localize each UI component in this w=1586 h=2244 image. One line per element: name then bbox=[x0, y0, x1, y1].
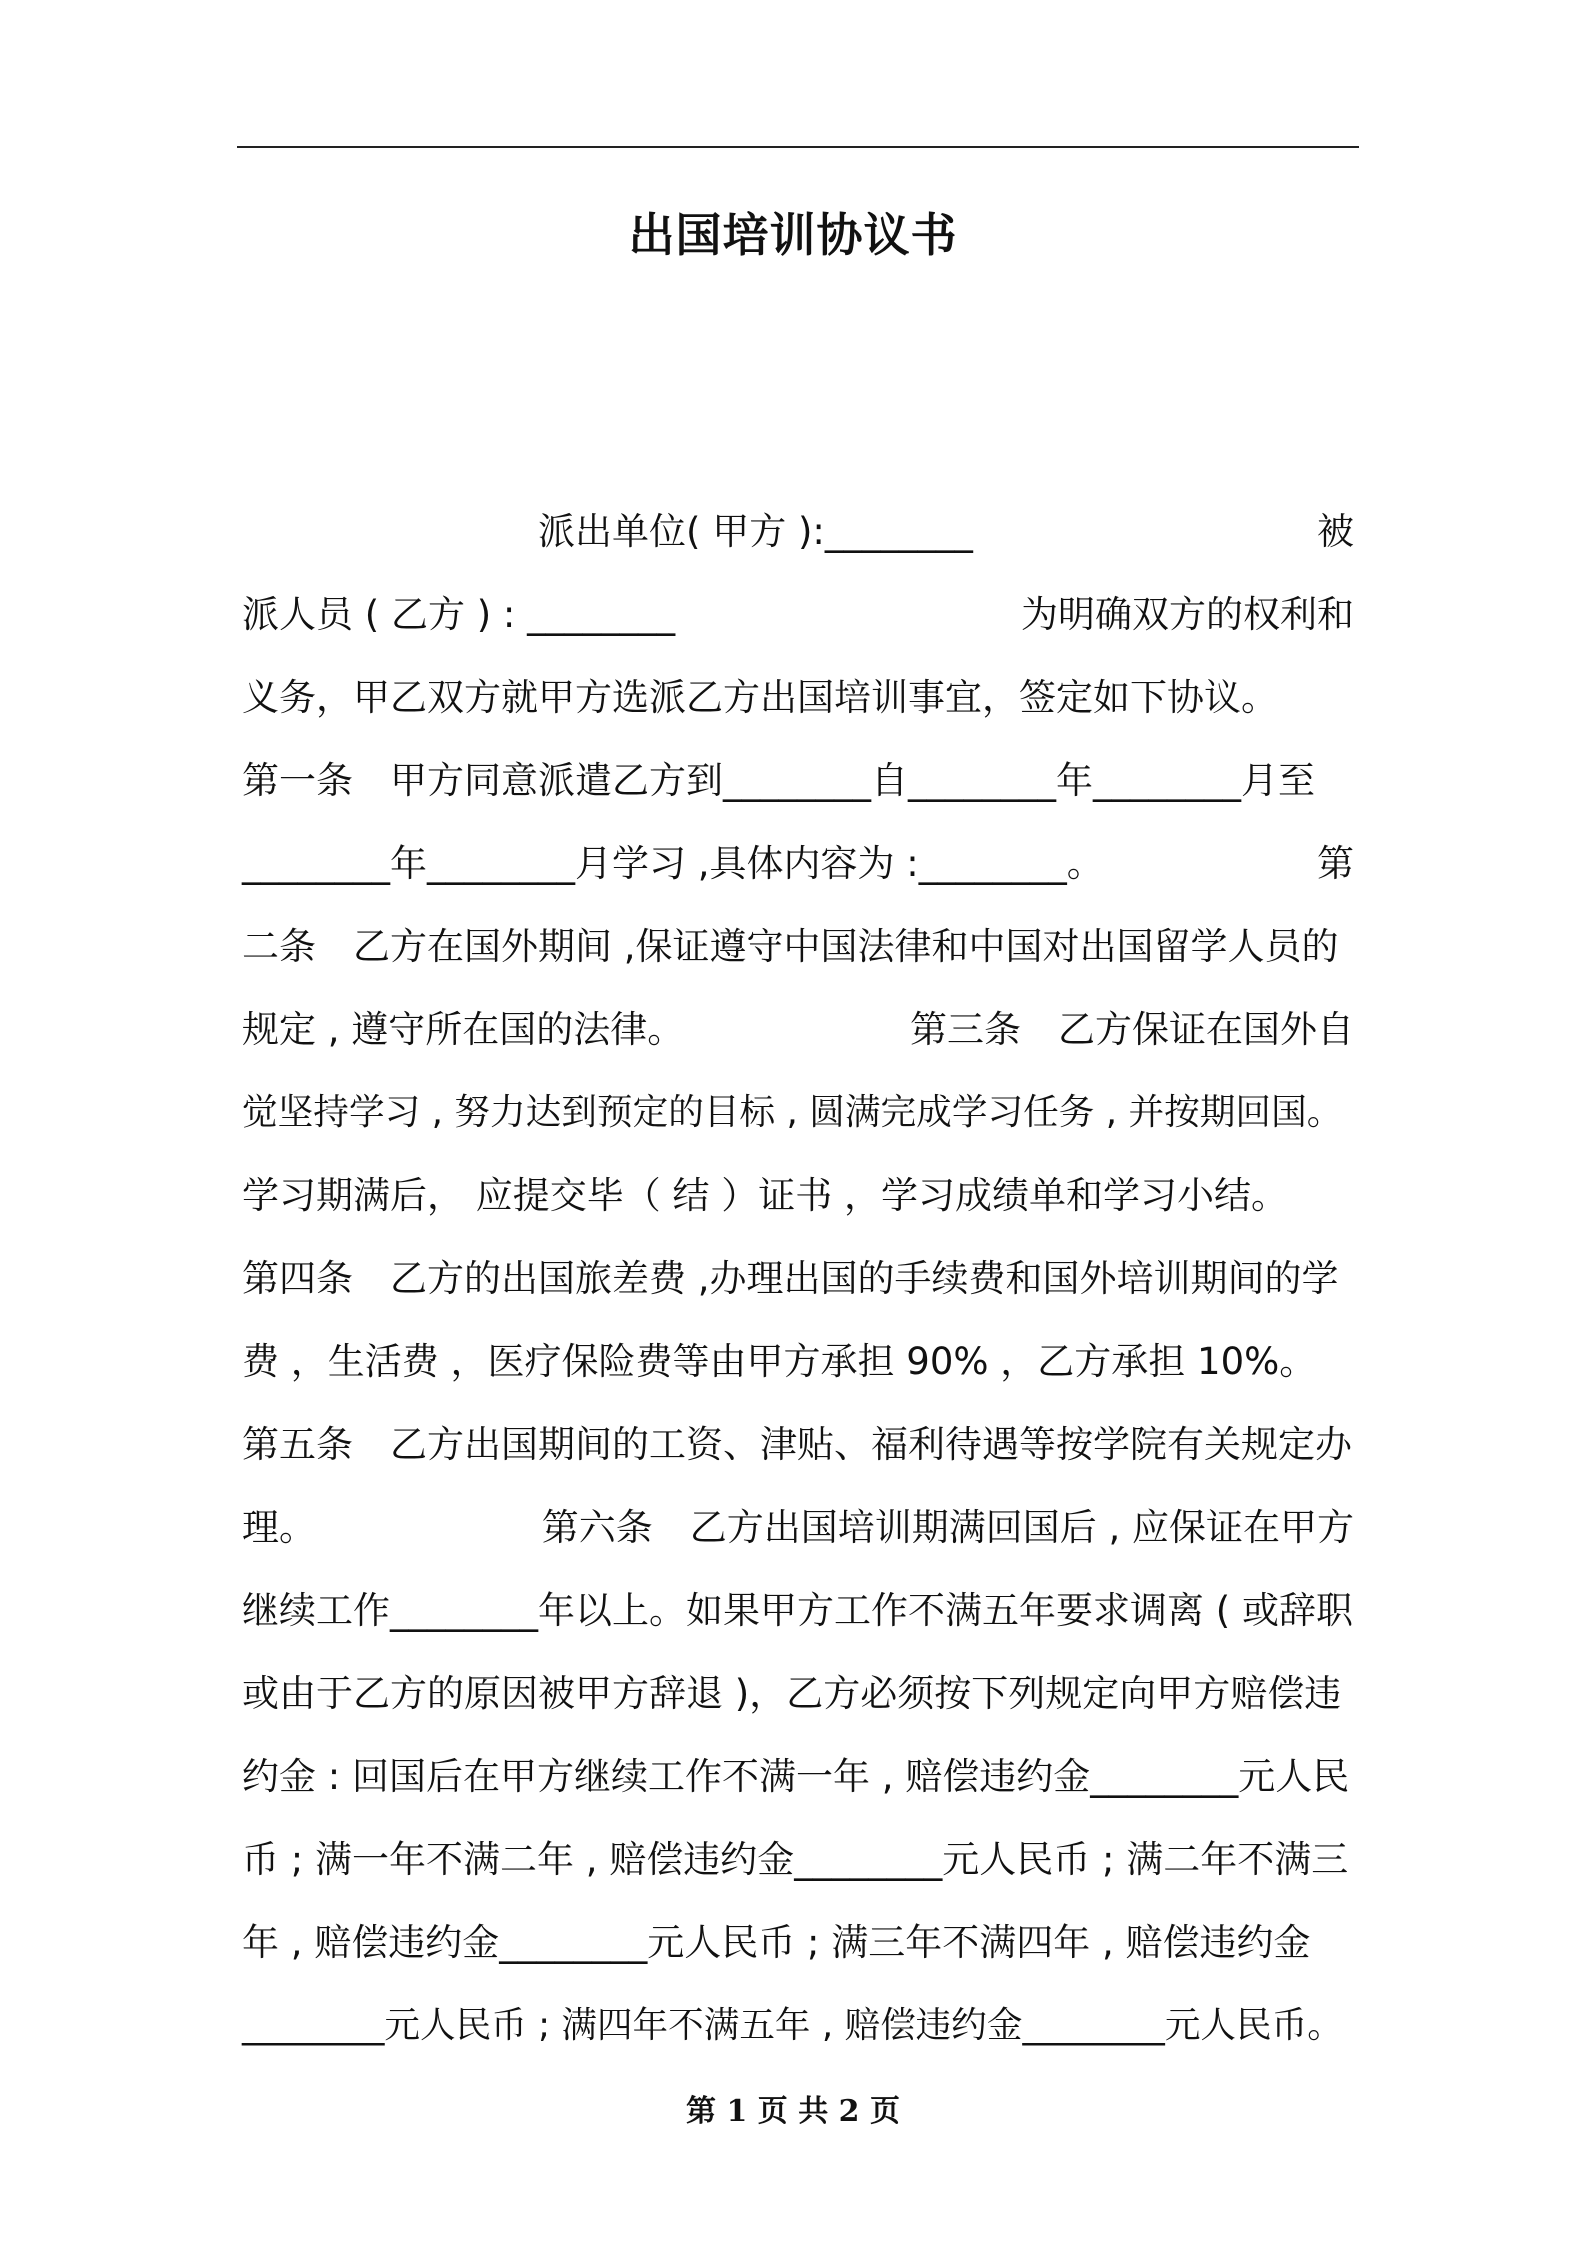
text-run: 或由于乙方的原因被甲方辞退 )，乙方必须按下列规定向甲方赔偿违 bbox=[242, 1672, 1342, 1715]
body-line bbox=[242, 1836, 1354, 1919]
text-run: 第三条 乙方保证在国外自 bbox=[910, 1008, 1354, 1051]
text-run: 第四条 乙方的出国旅差费 ,办理出国的手续费和国外培训期间的学 bbox=[242, 1257, 1339, 1300]
body-line bbox=[242, 1255, 1354, 1338]
body-line bbox=[242, 2002, 1354, 2085]
body-line bbox=[242, 674, 1354, 757]
text-run: 第六条 乙方出国培训期满回国后 , 应保证在甲方 bbox=[541, 1506, 1354, 1549]
text-run: 第五条 乙方出国期间的工资、津贴、福利待遇等按学院有关规定办 bbox=[242, 1423, 1352, 1466]
document-title: 出国培训协议书 bbox=[628, 208, 958, 262]
text-run: 规定 , 遵守所在国的法律。 bbox=[242, 1008, 685, 1051]
text-run: 二条 乙方在国外期间 ,保证遵守中国法律和中国对出国留学人员的 bbox=[242, 925, 1339, 968]
text-run: 为明确双方的权利和 bbox=[1021, 593, 1354, 636]
body-line bbox=[242, 1421, 1354, 1504]
text-run: 派出单位( 甲方 ):________ bbox=[538, 510, 973, 553]
body-line bbox=[242, 1587, 1354, 1670]
body-line bbox=[242, 591, 1354, 674]
body-line bbox=[242, 757, 1354, 840]
text-run: 学习期满后， 应提交毕（ 结 ）证书 ，学习成绩单和学习小结。 bbox=[242, 1174, 1289, 1217]
text-run: 约金 : 回国后在甲方继续工作不满一年 , 赔偿违约金________元人民 bbox=[242, 1755, 1350, 1798]
text-run: 继续工作________年以上。如果甲方工作不满五年要求调离 ( 或辞职 bbox=[242, 1589, 1353, 1632]
body-line bbox=[242, 1919, 1354, 2002]
text-run: 费 ，生活费 ，医疗保险费等由甲方承担 90% ，乙方承担 10%。 bbox=[242, 1340, 1317, 1383]
text-run: 理。 bbox=[242, 1506, 316, 1549]
body-line bbox=[242, 508, 1354, 591]
text-run: 义务，甲乙双方就甲方选派乙方出国培训事宜，签定如下协议。 bbox=[242, 676, 1278, 719]
body-line bbox=[242, 1006, 1354, 1089]
text-run: 币 ; 满一年不满二年 , 赔偿违约金________元人民币 ; 满二年不满三 bbox=[242, 1838, 1349, 1881]
body-line bbox=[242, 1338, 1354, 1421]
text-run: 被 bbox=[1317, 510, 1354, 553]
text-run: 第 bbox=[1317, 842, 1354, 885]
text-run: 第一条 甲方同意派遣乙方到________自________年________月至 bbox=[242, 759, 1315, 802]
header-rule bbox=[237, 146, 1359, 148]
text-run: 年 , 赔偿违约金________元人民币 ; 满三年不满四年 , 赔偿违约金 bbox=[242, 1921, 1311, 1964]
text-run: 觉坚持学习 , 努力达到预定的目标 , 圆满完成学习任务 , 并按期回国。 bbox=[242, 1092, 1343, 1133]
body-line bbox=[242, 840, 1354, 923]
body-line bbox=[242, 923, 1354, 1006]
text-run: ________年________月学习 ,具体内容为 :________。 bbox=[242, 842, 1104, 885]
body-line bbox=[242, 1172, 1354, 1255]
body-line bbox=[242, 1670, 1354, 1753]
text-run: ________元人民币 ; 满四年不满五年 , 赔偿违约金________元人民币。 bbox=[242, 2005, 1343, 2046]
body-line bbox=[242, 1753, 1354, 1836]
body-line bbox=[242, 1504, 1354, 1587]
text-run: 派人员 ( 乙方 ) : ________ bbox=[242, 593, 676, 636]
body-line bbox=[242, 1089, 1354, 1172]
page-number: 第 1 页 共 2 页 bbox=[686, 2094, 900, 2129]
